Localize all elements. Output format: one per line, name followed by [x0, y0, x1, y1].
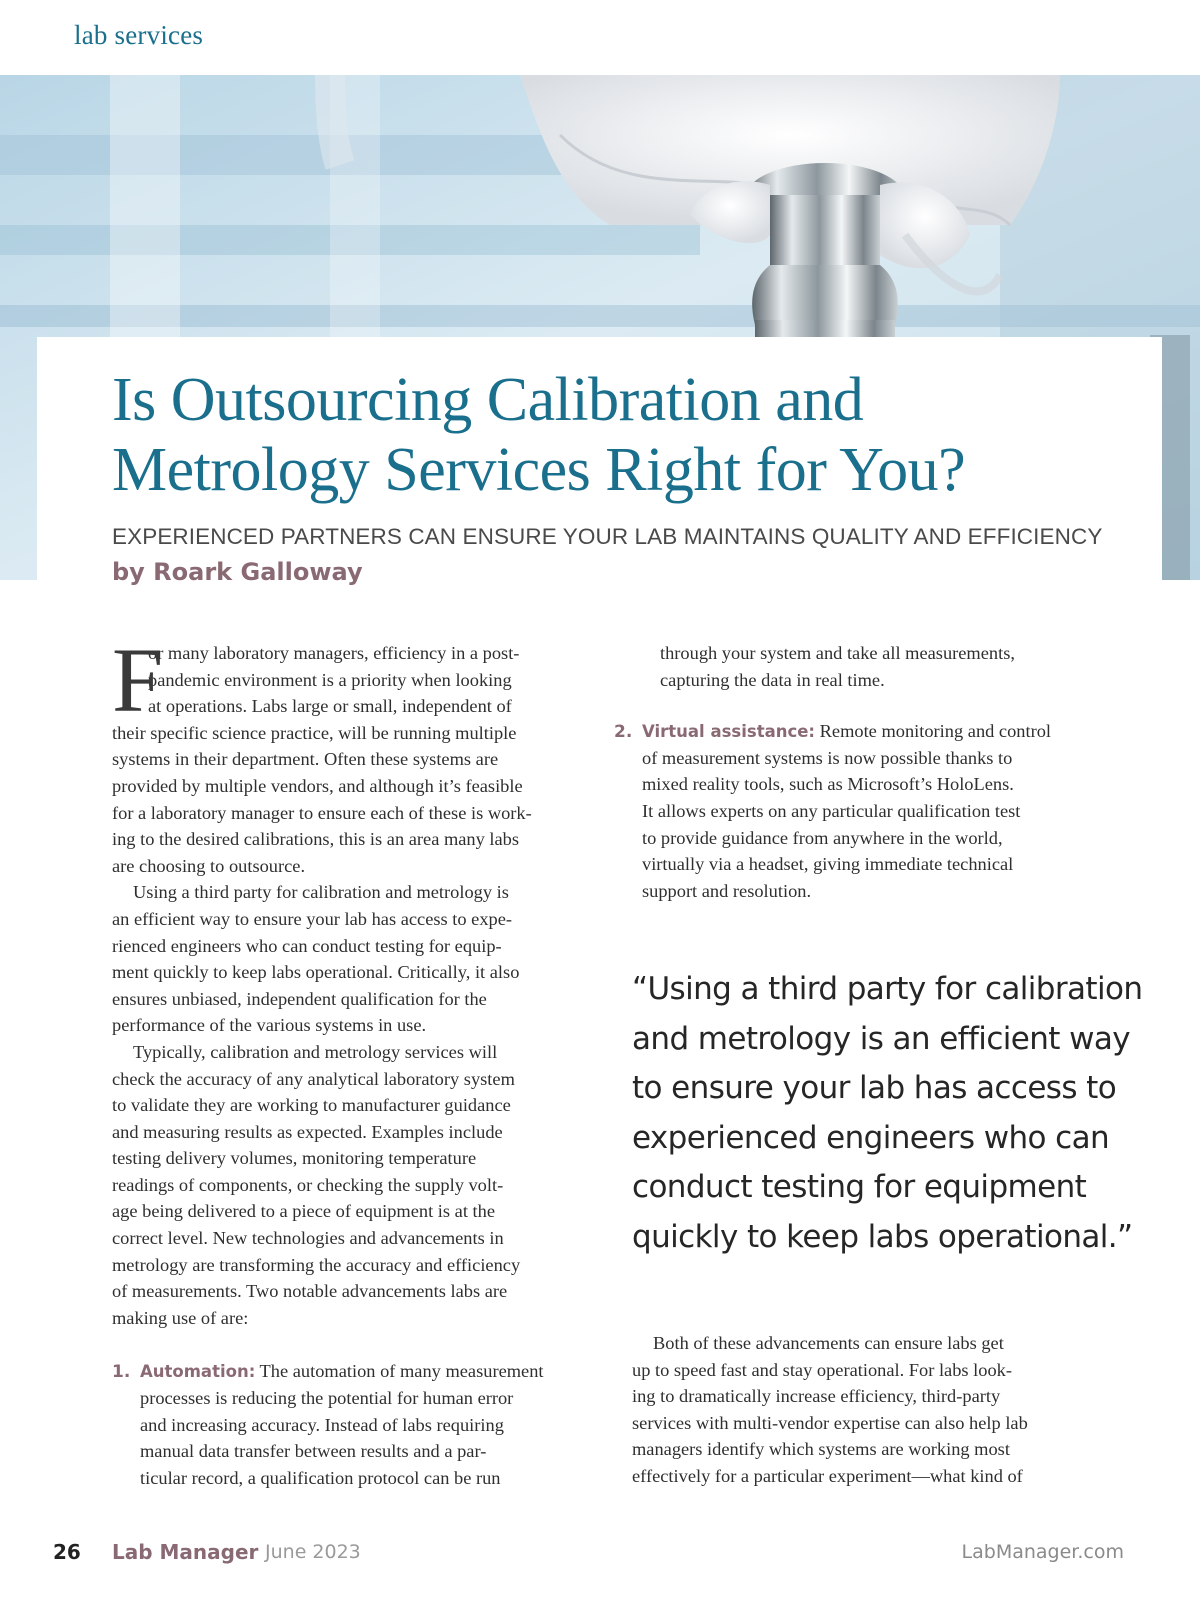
text-line: provided by multiple vendors, and although it’s feasible	[112, 775, 523, 796]
text-line: through your system and take all measurements,	[660, 643, 1015, 663]
closing-paragraph	[632, 1330, 1132, 1490]
issue-date: June 2023	[265, 1541, 361, 1563]
text-line: up to speed fast and stay operational. For labs look-	[632, 1359, 1012, 1380]
list-item-automation-continued	[632, 640, 1122, 693]
spacer	[112, 1331, 604, 1358]
text-line	[614, 718, 1122, 745]
paragraph-3	[112, 1039, 604, 1332]
list-text: The automation of many measurement	[255, 1361, 544, 1382]
text-line: Both of these advancements can ensure labs get	[653, 1333, 1004, 1353]
text-line: readings of components, or checking the supply volt-	[112, 1174, 504, 1195]
text-line: mixed reality tools, such as Microsoft’s HoloLens.	[642, 774, 1014, 795]
quote-line: and metrology is an efficient way	[632, 1020, 1130, 1057]
drop-cap: F	[112, 629, 164, 731]
text-line: and measuring results as expected. Examples include	[112, 1121, 503, 1142]
page-footer	[0, 1540, 1200, 1570]
text-line: to validate they are working to manufacturer guidance	[112, 1095, 511, 1116]
spacer	[632, 693, 1122, 718]
text-line: capturing the data in real time.	[660, 669, 885, 690]
text-line: effectively for a particular experiment—what kind of	[632, 1465, 1023, 1486]
text-line: rienced engineers who can conduct testing for equip-	[112, 935, 502, 956]
text-line: support and resolution.	[642, 880, 812, 901]
left-column	[112, 629, 604, 1491]
magazine-name: Lab Manager	[112, 1540, 259, 1564]
paragraph-1	[112, 629, 604, 879]
article-subtitle: EXPERIENCED PARTNERS CAN ENSURE YOUR LAB MAINTAINS QUALITY AND EFFICIENCY	[112, 524, 1103, 549]
text-line: virtually via a headset, giving immediate technical	[642, 854, 1014, 875]
text-line: ing to the desired calibrations, this is an area many labs	[112, 829, 520, 850]
text-line: ment quickly to keep labs operational. Critically, it also	[112, 962, 520, 983]
text-line: correct level. New technologies and advancements in	[112, 1228, 504, 1249]
text-line: of measurements. Two notable advancements labs are	[112, 1281, 508, 1302]
text-line: for a laboratory manager to ensure each of these is work-	[112, 802, 532, 823]
text-line: making use of are:	[112, 1307, 249, 1328]
text-line: pandemic environment is a priority when looking	[148, 669, 512, 690]
text-line: Using a third party for calibration and metrology is	[133, 882, 509, 903]
text-line: processes is reducing the potential for human error	[140, 1388, 514, 1409]
text-line: check the accuracy of any analytical laboratory system	[112, 1068, 515, 1089]
title-line: Is Outsourcing Calibration and	[112, 366, 864, 434]
list-number: 2.	[614, 722, 633, 743]
list-lead: Virtual assistance:	[642, 722, 816, 742]
text-line: ticular record, a qualification protocol can be run	[140, 1467, 501, 1488]
text-line: managers identify which systems are working most	[632, 1439, 1010, 1460]
text-line: at operations. Labs large or small, independent of	[148, 696, 512, 717]
list-number: 1.	[112, 1362, 131, 1383]
text-line: of measurement systems is now possible thanks to	[642, 747, 1013, 768]
quote-line: quickly to keep labs operational.”	[632, 1218, 1133, 1255]
article-title	[112, 365, 1112, 505]
website-link[interactable]: LabManager.com	[961, 1541, 1124, 1563]
text-line: to provide guidance from anywhere in the world,	[642, 827, 1003, 848]
section-label: lab services	[74, 20, 204, 50]
text-line: an efficient way to ensure your lab has access to expe-	[112, 908, 513, 929]
paragraph-2	[112, 879, 604, 1039]
text-line: ensures unbiased, independent qualification for the	[112, 988, 487, 1009]
text-line: services with multi-vendor expertise can also help lab	[632, 1412, 1028, 1433]
text-line: metrology are transforming the accuracy and efficiency	[112, 1254, 521, 1275]
text-line: are choosing to outsource.	[112, 855, 306, 876]
text-line: age being delivered to a piece of equipment is at the	[112, 1201, 495, 1222]
right-column	[614, 640, 1122, 904]
list-item-virtual-assistance	[614, 718, 1122, 904]
text-line: systems in their department. Often these systems are	[112, 749, 499, 770]
text-line	[112, 1358, 604, 1385]
quote-line: to ensure your lab has access to	[632, 1070, 1117, 1106]
pull-quote	[632, 965, 1143, 1262]
quote-line: “Using a third party for calibration	[632, 971, 1143, 1007]
text-line: their specific science practice, will be running multiple	[112, 722, 517, 743]
text-line: It allows experts on any particular qualification test	[642, 800, 1021, 821]
text-line: testing delivery volumes, monitoring temperature	[112, 1148, 477, 1169]
text-line: or many laboratory managers, efficiency in a post-	[148, 643, 520, 663]
text-line: performance of the various systems in use.	[112, 1015, 427, 1036]
list-text: Remote monitoring and control	[815, 721, 1052, 742]
text-line: manual data transfer between results and a par-	[140, 1441, 487, 1462]
text-line: and increasing accuracy. Instead of labs requiring	[140, 1414, 504, 1435]
text-line: Typically, calibration and metrology services will	[133, 1041, 498, 1062]
list-lead: Automation:	[140, 1362, 256, 1382]
quote-line: experienced engineers who can	[632, 1119, 1110, 1156]
article-byline: by Roark Galloway	[112, 558, 363, 586]
page-number: 26	[53, 1540, 81, 1564]
text-line: ing to dramatically increase efficiency, third-party	[632, 1386, 1001, 1407]
list-item-automation	[112, 1358, 604, 1491]
quote-line: conduct testing for equipment	[632, 1169, 1087, 1205]
title-line: Metrology Services Right for You?	[112, 436, 966, 504]
